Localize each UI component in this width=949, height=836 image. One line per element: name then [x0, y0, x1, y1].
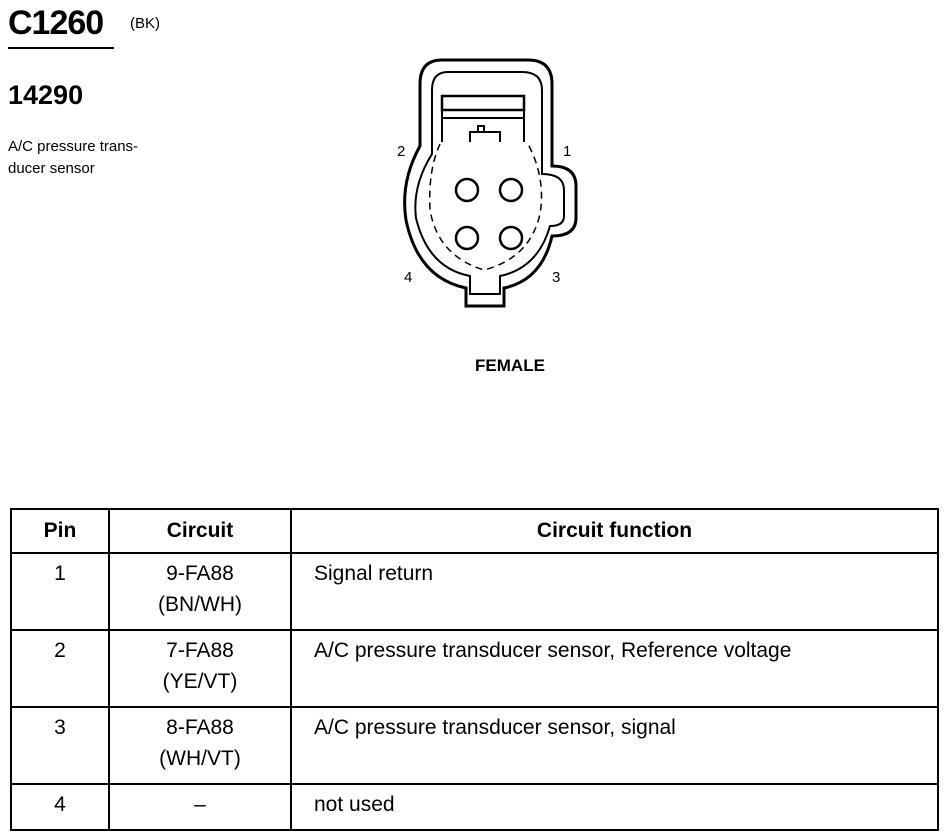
pin-cavity-4 — [456, 227, 478, 249]
connector-face-diagram — [380, 50, 620, 320]
table-row — [11, 553, 938, 630]
part-description — [8, 136, 183, 180]
wire-color: (BN/WH) — [158, 593, 242, 616]
function-cell: A/C pressure transducer sensor, signal — [291, 707, 938, 784]
title-underline — [8, 47, 114, 49]
connector-id: C1260 — [8, 4, 104, 42]
circuit-number: – — [194, 793, 206, 816]
pin-cavity-2 — [456, 179, 478, 201]
connector-gender: FEMALE — [475, 356, 545, 375]
table-row — [11, 630, 938, 707]
table-row — [11, 707, 938, 784]
connector-key — [470, 126, 500, 142]
circuit-cell — [109, 784, 291, 830]
circuit-number: 9-FA88 — [166, 562, 234, 585]
cavity-outline — [430, 144, 542, 270]
pin-cavity-1 — [500, 179, 522, 201]
pin-cell: 3 — [11, 707, 109, 784]
part-description-line: ducer sensor — [8, 160, 95, 177]
pin-label-2: 2 — [397, 143, 406, 160]
pin-cavity-3 — [500, 227, 522, 249]
circuit-number: 8-FA88 — [166, 716, 234, 739]
function-cell: not used — [291, 784, 938, 830]
pin-cell: 1 — [11, 553, 109, 630]
function-cell: Signal return — [291, 553, 938, 630]
column-header-pin: Pin — [11, 509, 109, 553]
pin-label-4: 4 — [404, 269, 413, 286]
wire-color: (WH/VT) — [159, 747, 241, 770]
column-header-circuit: Circuit — [109, 509, 291, 553]
pin-cell: 4 — [11, 784, 109, 830]
connector-color: (BK) — [130, 15, 160, 32]
function-cell: A/C pressure transducer sensor, Reference voltage — [291, 630, 938, 707]
pin-cell: 2 — [11, 630, 109, 707]
pinout-table — [10, 508, 939, 831]
column-header-function: Circuit function — [291, 509, 938, 553]
part-description-line: A/C pressure trans- — [8, 138, 139, 155]
part-number: 14290 — [8, 80, 84, 110]
circuit-number: 7-FA88 — [166, 639, 234, 662]
table-header-row — [11, 509, 938, 553]
circuit-cell — [109, 707, 291, 784]
pin-label-1: 1 — [563, 143, 572, 160]
connector-latch — [442, 96, 524, 110]
table-row — [11, 784, 938, 830]
circuit-cell — [109, 553, 291, 630]
pin-label-3: 3 — [552, 269, 561, 286]
circuit-cell — [109, 630, 291, 707]
wire-color: (YE/VT) — [162, 670, 238, 693]
